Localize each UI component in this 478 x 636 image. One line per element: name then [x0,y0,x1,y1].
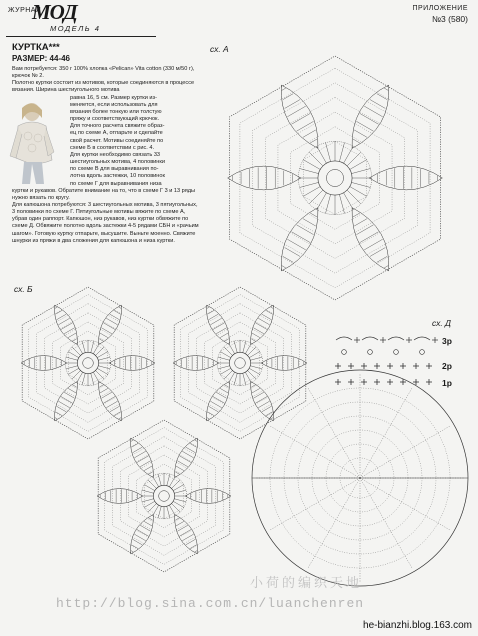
appendix-label: ПРИЛОЖЕНИЕ [412,5,468,12]
chart-g-chain [360,478,412,568]
intro-paragraph: Полотно куртки состоит из мотивов, которые соединяются в процессе вязания. Ширина шестиугольного мотива [12,80,195,94]
chart-g-chain [360,478,450,530]
text-line: схеме Б в соответствии с рис. 4. [70,144,155,151]
text-line: ец по схеме А, отпарьте и сделайте [70,130,163,137]
chart-g-chain [270,426,360,478]
site-credit: he-bianzhi.blog.163.com [363,620,472,631]
issue-number: №3 (580) [431,14,468,24]
row-label-2: 2р [442,361,452,371]
materials-paragraph: Вам потребуется: 350 г 100% хлопка «Pelican» Vita cotton (330 м/50 г), крючок № 2. [12,66,195,80]
chart-b-label: сх. Б [14,284,33,294]
row-label-1: 1р [442,378,452,388]
chart-g-chain [360,388,412,478]
motif-b-left [21,287,155,439]
magazine-logo: МОД [32,0,77,24]
chart-g-chain [270,478,360,530]
text-line: меняется, если использовать для [70,101,158,108]
chart-g-chain [360,426,450,478]
chart-g-chain [308,478,360,568]
text-line: равна 16, 5 см. Размер куртки из- [70,94,157,101]
text-line: по схеме В для выравнивания по- [70,166,159,173]
motif-b-bottom [97,420,231,572]
hood-paragraph: Для капюшона потребуются: 3 шестиугольных мотива, 3 пятиугольных, 3 половинки по схеме Г. Пятиугольные мотивы вяжите по схеме А, убрав один раппорт. Капюшон, низ рукавов, низ куртки обвяжите по схеме Д. Обвяжите полотно вдоль застежки 4-5 рядами СБН и «рачьим шагом». Готовую куртку отпарьте, высушите. Выньте моенно. Свяжите шнурки из пряжи в два сложения для капюшона и низа куртки. [12,201,199,244]
text-line: шестиугольных мотива, 4 половинки [70,159,165,166]
model-number: МОДЕЛЬ 4 [50,24,101,33]
text-line: вязания более тонкую или толстую [70,108,162,115]
text-line: по схеме Г для выравнивания низа [70,180,162,187]
chart-d-label: сх. Д [432,318,452,328]
chart-a-label: сх. А [210,44,229,54]
chinese-watermark: 小荷的编织天地 [250,575,363,590]
magazine-label: ЖУРНАЛ [8,7,42,14]
blog-watermark: http://blog.sina.com.cn/luanchenren [56,596,365,611]
motif-b-right [173,287,307,439]
text-line: свой расчет. Мотивы соединяйте по [70,137,164,144]
chart-g-chain [308,388,360,478]
size-label: РАЗМЕР: 44-46 [12,54,70,63]
motif-chart-a [228,56,443,300]
chart-d-edging [335,337,438,385]
text-line: лотна вдоль застежки, 10 половинок [70,173,165,180]
text-line: Для точного расчета свяжите образ- [70,123,165,130]
text-line: пряжу и соответствующий крючок. [70,116,160,123]
text-line: Для куртки необходимо связать 33 [70,151,161,158]
article-title: КУРТКА*** [12,42,60,53]
row-label-3: 3р [442,336,452,346]
text-line: куртки и рукавов. Обратите внимание на то, что в схеме Г 3 и 13 ряды нужно вязать по кругу. [12,187,196,201]
